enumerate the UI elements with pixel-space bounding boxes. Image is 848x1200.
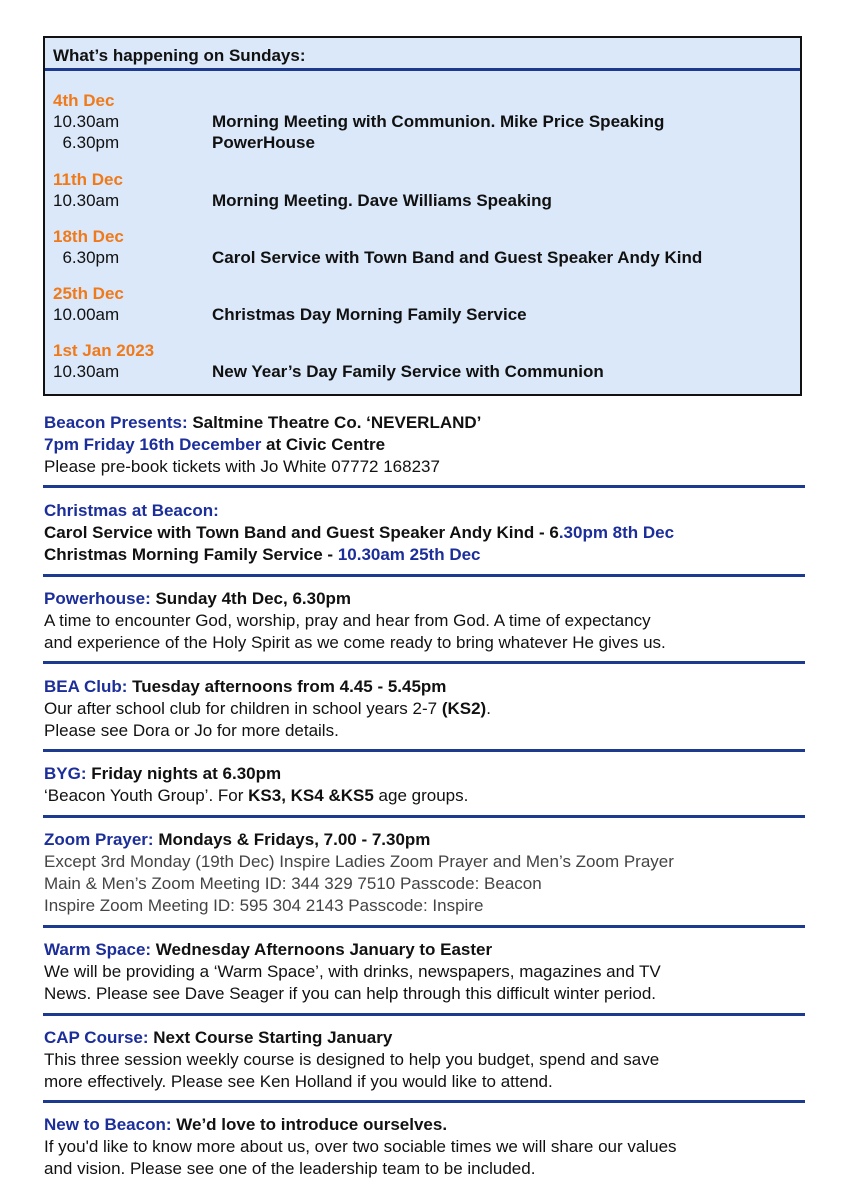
section-divider	[43, 925, 805, 928]
key-stage: (KS2)	[441, 699, 487, 718]
section-headline: Next Course Starting January	[148, 1028, 393, 1047]
section-text: ‘Beacon Youth Group’. For	[44, 786, 249, 805]
section-title: Powerhouse:	[44, 589, 151, 608]
section-headline: Tuesday afternoons from 4.45 - 5.45pm	[127, 677, 447, 696]
schedule-day	[53, 169, 552, 211]
section-divider	[43, 1100, 805, 1103]
schedule-time: 10.30am	[53, 362, 120, 381]
section-text: .	[486, 699, 491, 718]
section-title: Warm Space:	[44, 940, 152, 959]
schedule-row	[53, 247, 703, 268]
section-title: Beacon Presents:	[44, 413, 188, 432]
section-text: age groups.	[373, 786, 469, 805]
section-headline: Saltmine Theatre Co. ‘NEVERLAND’	[187, 413, 482, 432]
section-headline: Wednesday Afternoons January to Easter	[151, 940, 493, 959]
schedule-row	[53, 132, 315, 153]
section-text: A time to encounter God, worship, pray and hear from God. A time of expectancy	[44, 611, 651, 630]
schedule-date: 1st Jan 2023	[53, 341, 155, 360]
sunday-schedule-header: What’s happening on Sundays:	[45, 38, 800, 71]
section-text: This three session weekly course is designed to help you budget, spend and save	[44, 1050, 660, 1069]
section-title: CAP Course:	[44, 1028, 149, 1047]
section-text: We will be providing a ‘Warm Space’, with drinks, newspapers, magazines and TV	[44, 962, 661, 981]
schedule-event: New Year’s Day Family Service with Communion	[212, 362, 604, 381]
byg-section	[44, 763, 806, 807]
schedule-row	[53, 111, 665, 132]
christmas-section	[44, 500, 806, 566]
section-text: If you'd like to know more about us, over two sociable times we will share our values	[44, 1137, 677, 1156]
bea-club-section	[44, 676, 806, 742]
section-text: Carol Service with Town Band and Guest Speaker Andy Kind - 6	[44, 523, 559, 542]
schedule-event: Carol Service with Town Band and Guest Speaker Andy Kind	[212, 248, 703, 267]
schedule-event: Morning Meeting with Communion. Mike Price Speaking	[212, 112, 665, 131]
section-headline: Sunday 4th Dec, 6.30pm	[150, 589, 352, 608]
sunday-schedule-box	[43, 36, 802, 396]
section-divider	[43, 661, 805, 664]
schedule-date: 11th Dec	[53, 170, 123, 189]
schedule-row	[53, 190, 552, 211]
section-headline: We’d love to introduce ourselves.	[171, 1115, 448, 1134]
schedule-day	[53, 340, 604, 382]
section-text: Our after school club for children in school years 2-7	[44, 699, 442, 718]
schedule-event: Morning Meeting. Dave Williams Speaking	[212, 191, 552, 210]
section-headline: Mondays & Fridays, 7.00 - 7.30pm	[153, 830, 431, 849]
schedule-date: 18th Dec	[53, 227, 124, 246]
schedule-time: 6.30pm	[53, 248, 120, 267]
section-divider	[43, 1013, 805, 1016]
section-headline: Friday nights at 6.30pm	[86, 764, 282, 783]
event-time: 10.30am 25th Dec	[337, 545, 481, 564]
schedule-row	[53, 361, 604, 382]
event-venue: at Civic Centre	[261, 435, 386, 454]
section-title: Zoom Prayer:	[44, 830, 154, 849]
beacon-presents-section	[44, 412, 806, 478]
powerhouse-section	[44, 588, 806, 654]
section-text: and experience of the Holy Spirit as we come ready to bring whatever He gives us.	[44, 633, 666, 652]
new-to-beacon-section	[44, 1114, 806, 1180]
section-text: Christmas Morning Family Service -	[44, 545, 338, 564]
schedule-day	[53, 226, 703, 268]
section-text: News. Please see Dave Seager if you can help through this difficult winter period.	[44, 984, 657, 1003]
zoom-meeting-info: Inspire Zoom Meeting ID: 595 304 2143 Passcode: Inspire	[44, 896, 484, 915]
schedule-day	[53, 90, 665, 153]
schedule-time: 10.30am	[53, 191, 120, 210]
schedule-day	[53, 283, 527, 325]
section-text: Please see Dora or Jo for more details.	[44, 721, 339, 740]
zoom-meeting-info: Main & Men’s Zoom Meeting ID: 344 329 7510 Passcode: Beacon	[44, 874, 542, 893]
warm-space-section	[44, 939, 806, 1005]
schedule-time: 10.30am	[53, 112, 120, 131]
schedule-time: 6.30pm	[53, 133, 120, 152]
event-time: 7pm Friday 16th December	[44, 435, 262, 454]
section-divider	[43, 815, 805, 818]
schedule-row	[53, 304, 527, 325]
event-time: .30pm 8th Dec	[558, 523, 675, 542]
section-text: Except 3rd Monday (19th Dec) Inspire Ladies Zoom Prayer and Men’s Zoom Prayer	[44, 852, 674, 871]
schedule-event: Christmas Day Morning Family Service	[212, 305, 527, 324]
section-title: Christmas at Beacon:	[44, 501, 219, 520]
section-text: and vision. Please see one of the leadership team to be included.	[44, 1159, 536, 1178]
cap-course-section	[44, 1027, 806, 1093]
schedule-date: 4th Dec	[53, 91, 115, 110]
schedule-date: 25th Dec	[53, 284, 124, 303]
section-title: BEA Club:	[44, 677, 128, 696]
key-stage: KS3, KS4 &KS5	[248, 786, 374, 805]
section-text: Please pre-book tickets with Jo White 07772 168237	[44, 457, 440, 476]
zoom-prayer-section	[44, 829, 806, 917]
section-divider	[43, 574, 805, 577]
section-divider	[43, 485, 805, 488]
schedule-event: PowerHouse	[212, 133, 315, 152]
schedule-time: 10.00am	[53, 305, 120, 324]
section-text: more effectively. Please see Ken Holland if you would like to attend.	[44, 1072, 553, 1091]
section-title: New to Beacon:	[44, 1115, 172, 1134]
section-divider	[43, 749, 805, 752]
section-title: BYG:	[44, 764, 87, 783]
